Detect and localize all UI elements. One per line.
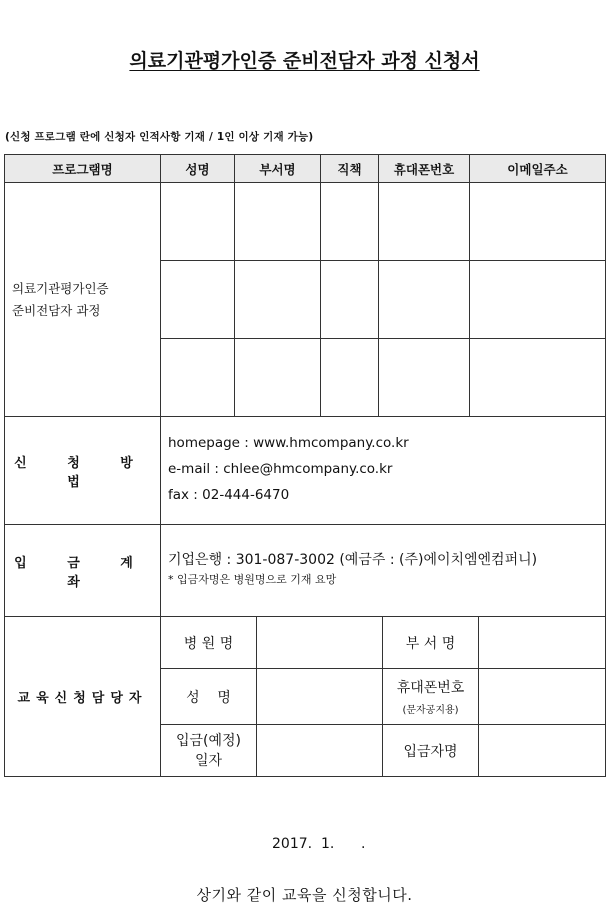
name-label-text: 성 명 <box>186 689 231 706</box>
header-mobile: 휴대폰번호 <box>379 155 469 182</box>
instruction-note: (신청 프로그램 란에 신청자 인적사항 기재 / 1인 이상 기재 가능) <box>5 131 314 143</box>
department-label <box>383 617 478 668</box>
header-department: 부서명 <box>235 155 320 182</box>
application-statement: 상기와 같이 교육을 신청합니다. <box>196 886 413 904</box>
contact-label <box>5 617 160 776</box>
method-label-text: 신 청 방 법 <box>14 455 151 490</box>
depositor-label <box>383 725 478 776</box>
deposit-date-label <box>161 725 256 776</box>
application-date: 2017. 1. . <box>272 836 366 852</box>
account-note: * 입금자명은 병원명으로 기재 요망 <box>168 573 337 586</box>
account-details <box>168 550 604 590</box>
depositor-label-text: 입금자명 <box>403 743 458 760</box>
account-number: 기업은행 : 301-087-3002 (예금주 : (주)에이치엠엔컴퍼니) <box>168 552 538 568</box>
contact-label-text: 교육신청담당자 <box>17 691 148 706</box>
hospital-label <box>161 617 256 668</box>
program-name-line1: 의료기관평가인증 <box>12 280 109 296</box>
deposit-date-line2: 일자 <box>194 752 223 769</box>
program-name-cell <box>12 183 158 416</box>
phone-label <box>383 669 478 724</box>
deposit-date-line1: 입금(예정) <box>175 732 242 749</box>
method-fax: fax : 02-444-6470 <box>168 487 290 503</box>
application-form-table <box>4 154 606 804</box>
page-title: 의료기관평가인증 준비전담자 과정 신청서 <box>129 50 480 72</box>
account-label-text: 입 금 계 좌 <box>14 555 151 590</box>
method-details <box>168 430 598 508</box>
phone-label-text: 휴대폰번호 <box>396 680 465 696</box>
header-position: 직책 <box>321 155 378 182</box>
phone-label-note: (문자공지용) <box>402 705 459 716</box>
header-email: 이메일주소 <box>470 155 605 182</box>
name-label <box>161 669 256 724</box>
department-label-text: 부 서 명 <box>405 635 456 652</box>
method-homepage: homepage : www.hmcompany.co.kr <box>168 435 409 451</box>
program-name-line2: 준비전담자 과정 <box>12 302 101 318</box>
header-program-name: 프로그램명 <box>5 155 160 182</box>
method-email: e-mail : chlee@hmcompany.co.kr <box>168 461 393 477</box>
header-name: 성명 <box>161 155 234 182</box>
account-label <box>5 525 160 616</box>
method-label <box>5 417 160 524</box>
hospital-label-text: 병 원 명 <box>183 635 234 652</box>
